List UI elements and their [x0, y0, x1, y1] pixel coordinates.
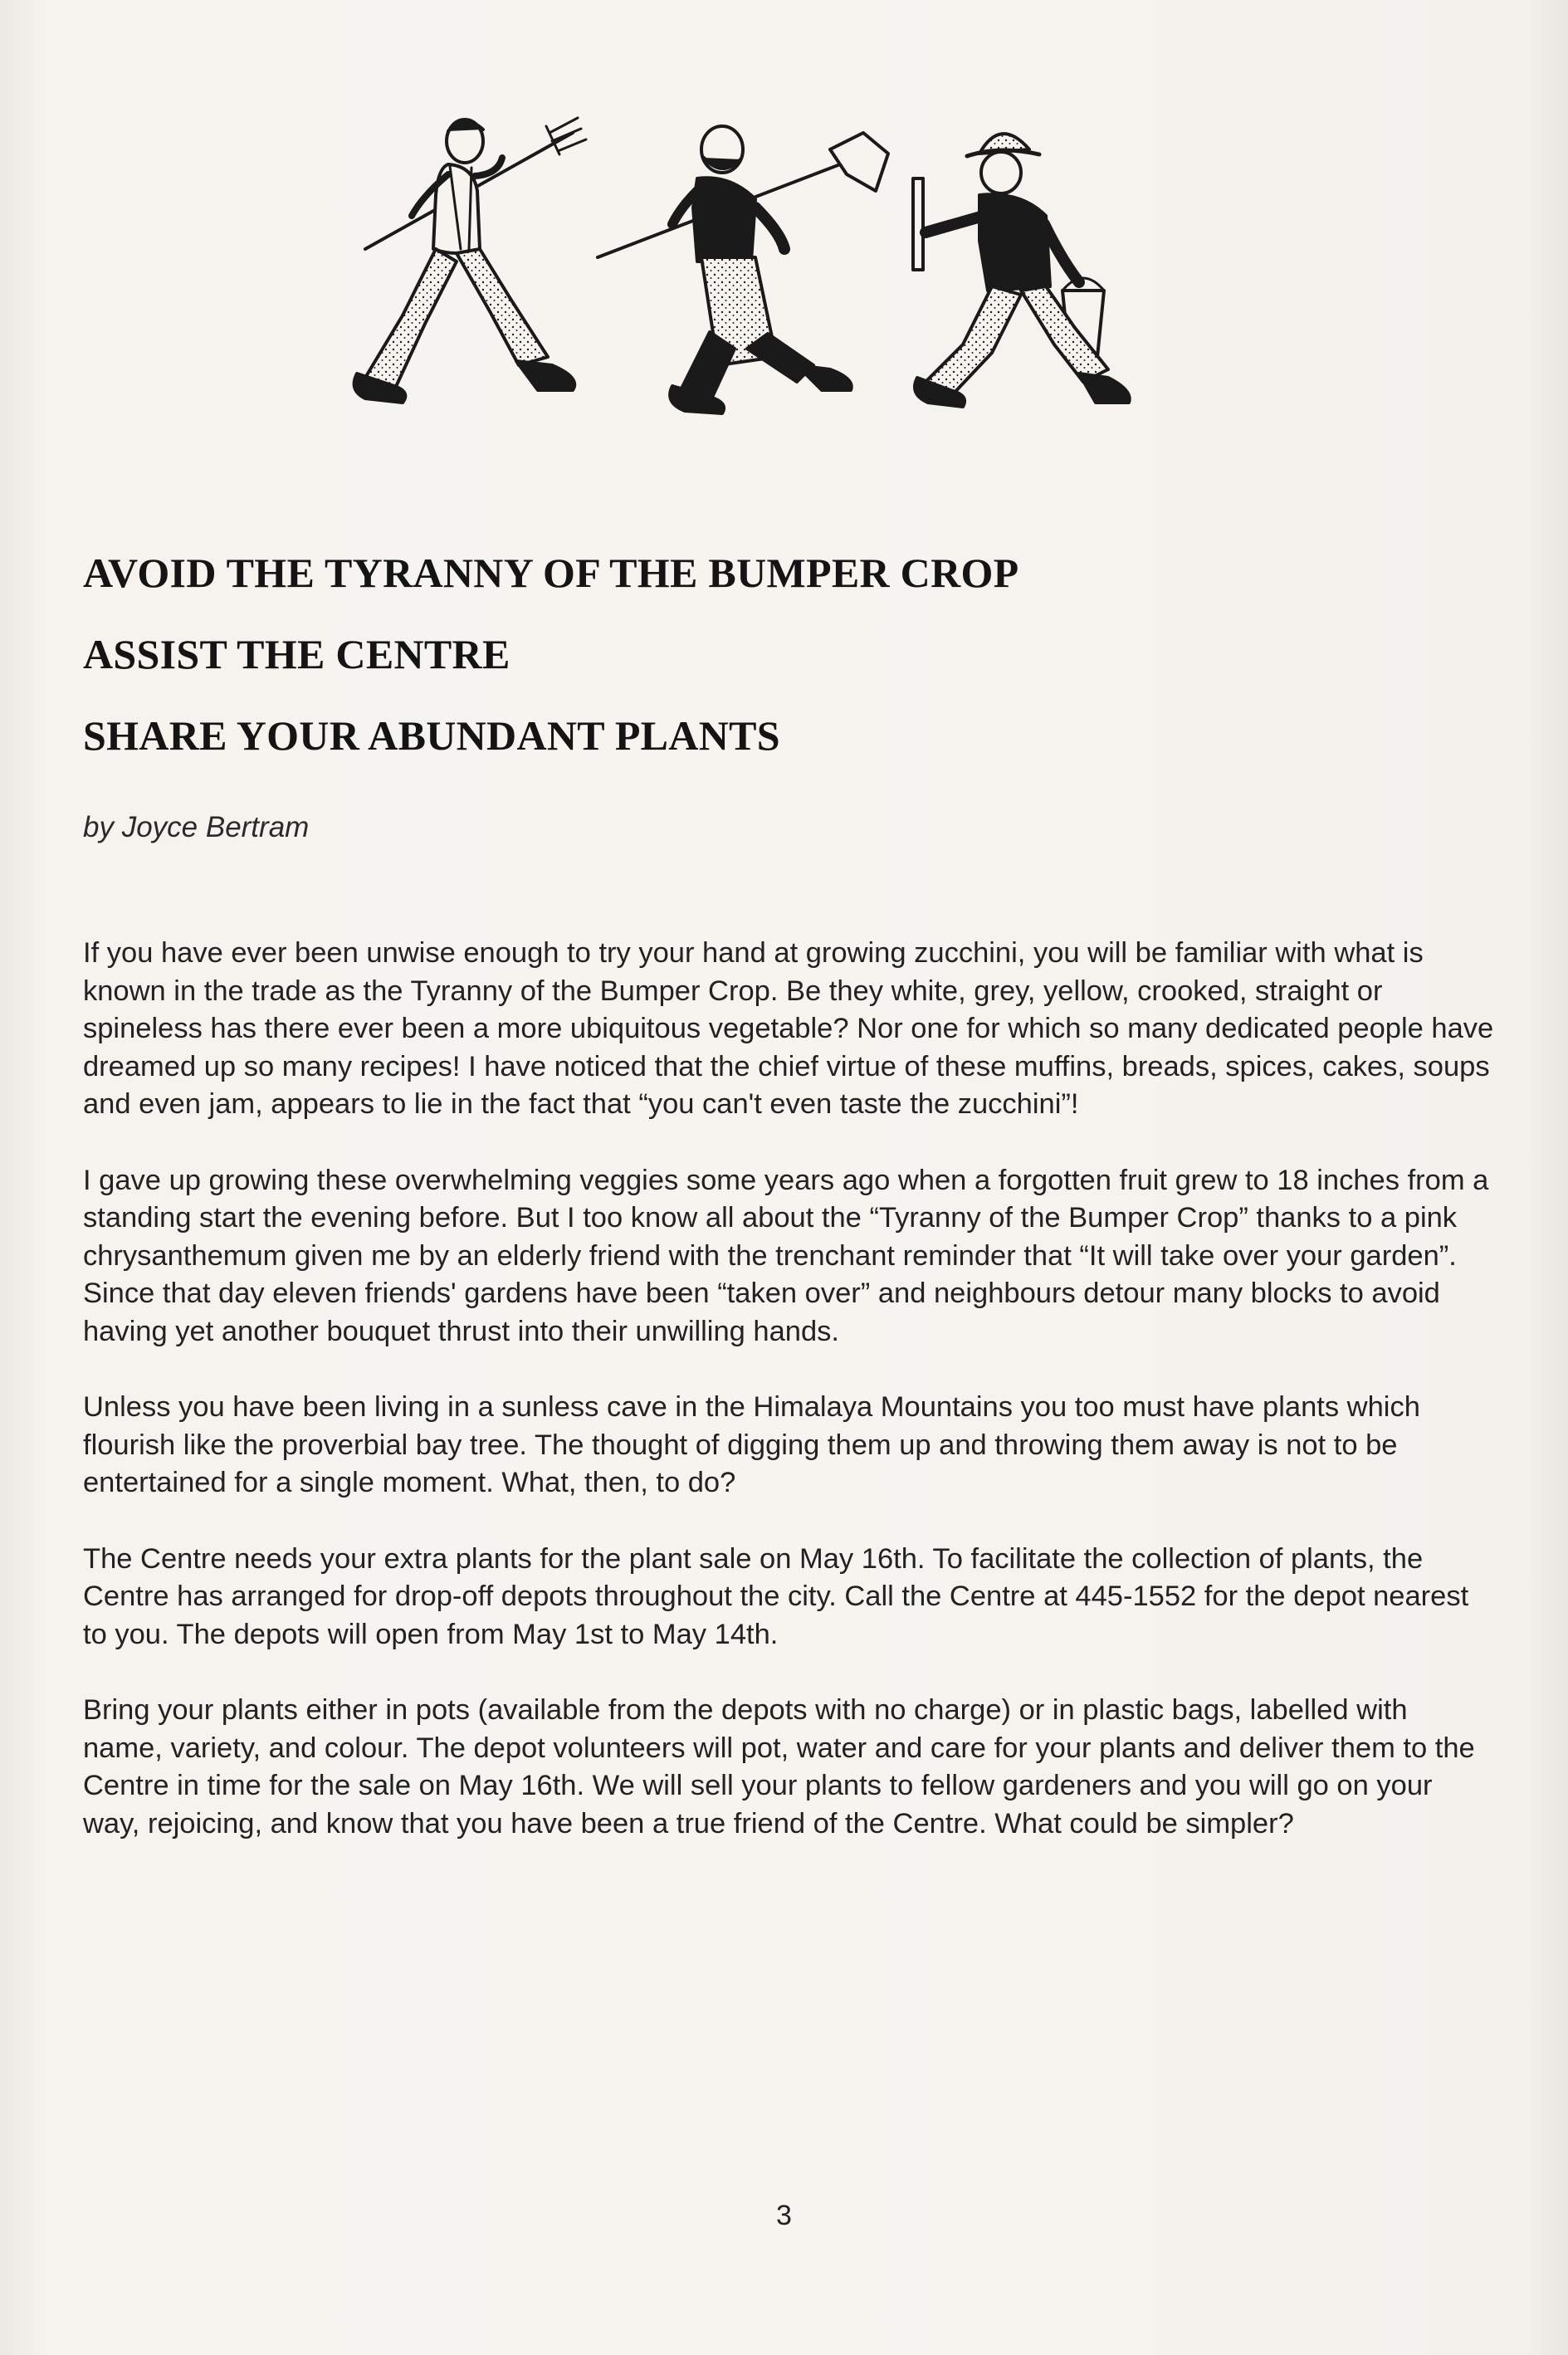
paragraph: The Centre needs your extra plants for the plant sale on May 16th. To facilitate the collection of plants, the Centre has arranged for drop-off depots throughout the city. Call the Centre at 445-1552 for the depot nearest to you. The depots will open from May 1st to May 14th.	[83, 1542, 1469, 1650]
headline-assist: ASSIST THE CENTRE	[83, 631, 510, 677]
author-byline: by Joyce Bertram	[83, 811, 310, 843]
walking-gardeners-illustration	[332, 116, 1137, 481]
article-headings	[83, 548, 1494, 792]
gardener-with-trowel-and-bucket-icon	[913, 134, 1130, 407]
paragraph: If you have ever been unwise enough to try your hand at growing zucchini, you will be familiar with what is known in the trade as the Tyranny of the Bumper Crop. Be they white, grey, yellow, crooked, straight or spineless has there ever been a more ubiquitous vegetable? Nor one for which so many dedicated people have dreamed up so many recipes! I have noticed that the chief virtue of these muffins, breads, spices, cakes, soups and even jam, appears to lie in the fact that “you can't even taste the zucchini”!	[83, 937, 1494, 1120]
page-number: 3	[776, 2200, 792, 2231]
gardener-with-shovel-icon	[598, 126, 888, 413]
paragraph: Unless you have been living in a sunless cave in the Himalaya Mountains you too must have plants which flourish like the proverbial bay tree. The thought of digging them up and throwing them away is not to be entertained for a single moment. What, then, to do?	[83, 1391, 1420, 1498]
article-body	[83, 935, 1494, 1881]
gardener-with-pitchfork-icon	[354, 118, 586, 403]
headline-share: SHARE YOUR ABUNDANT PLANTS	[83, 712, 780, 759]
paragraph: Bring your plants either in pots (available from the depots with no charge) or in plastic bags, labelled with name, variety, and colour. The depot volunteers will pot, water and care for your plants and deliver them to the Centre in time for the sale on May 16th. We will sell your plants to fellow gardeners and you will go on your way, rejoicing, and know that you have been a true friend of the Centre. What could be simpler?	[83, 1694, 1475, 1840]
headline-tyranny: AVOID THE TYRANNY OF THE BUMPER CROP	[83, 550, 1019, 596]
paragraph: I gave up growing these overwhelming veggies some years ago when a forgotten fruit grew to 18 inches from a standing start the evening before. But I too know all about the “Tyranny of the Bumper Crop” thanks to a pink chrysanthemum given me by an elderly friend with the trenchant reminder that “It will take over your garden”. Since that day eleven friends' gardens have been “taken over” and neighbours detour many blocks to avoid having yet another bouquet thrust into their unwilling hands.	[83, 1164, 1489, 1347]
